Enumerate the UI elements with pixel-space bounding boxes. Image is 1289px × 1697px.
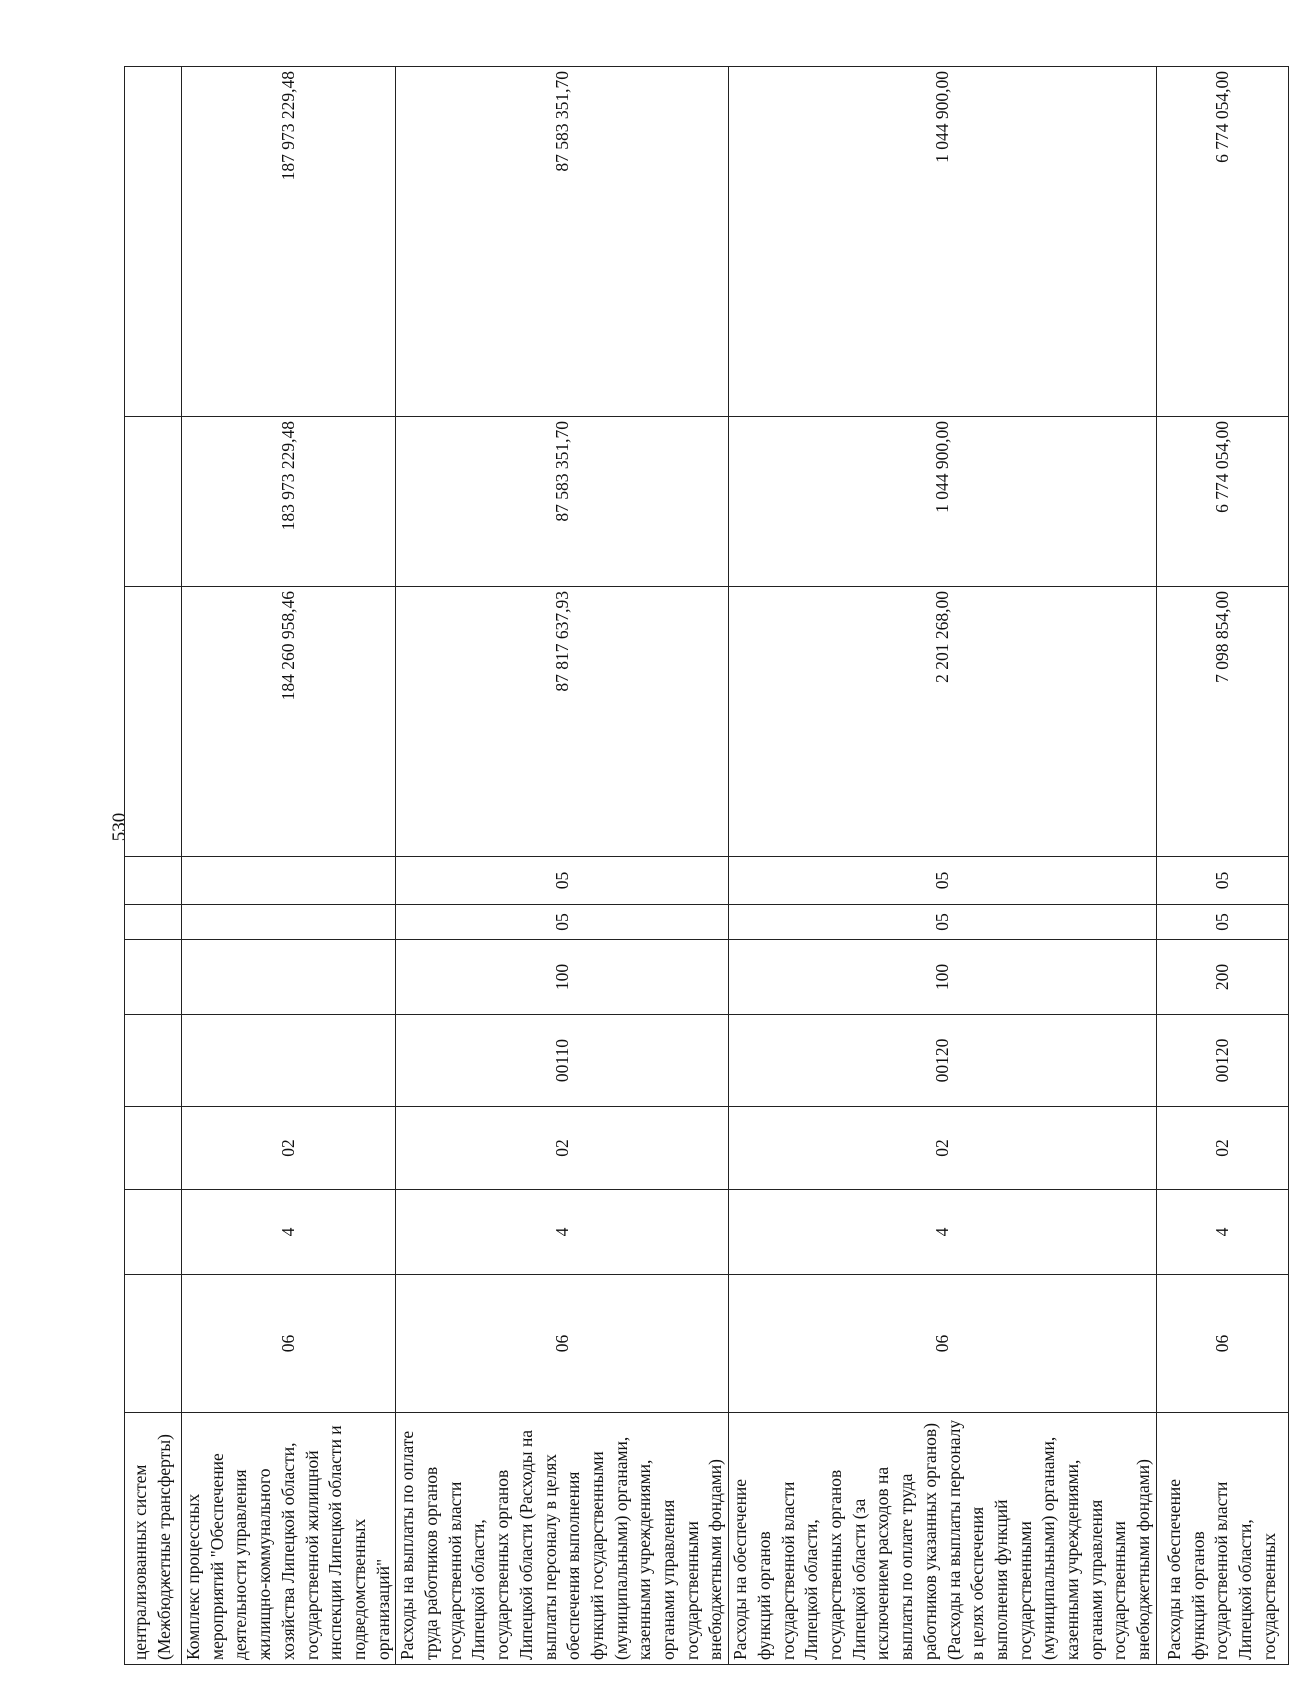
subdivision-code: 05 xyxy=(729,857,1157,905)
row-name: централизованных систем (Межбюджетные трансферты) xyxy=(125,1413,182,1665)
subprogram-code: 4 xyxy=(1156,1190,1288,1275)
section-code xyxy=(125,1107,182,1190)
target-article-code: 00120 xyxy=(729,1015,1157,1107)
table-row xyxy=(396,67,729,1665)
program-code: 06 xyxy=(729,1275,1157,1413)
division-code: 05 xyxy=(729,905,1157,940)
program-code: 06 xyxy=(396,1275,729,1413)
expense-type-code: 100 xyxy=(729,940,1157,1015)
section-code: 02 xyxy=(1156,1107,1288,1190)
amount-1 xyxy=(125,587,182,857)
subprogram-code xyxy=(125,1190,182,1275)
subprogram-code: 4 xyxy=(729,1190,1157,1275)
amount-2 xyxy=(125,417,182,587)
target-article-code: 00110 xyxy=(396,1015,729,1107)
subprogram-code: 4 xyxy=(396,1190,729,1275)
row-name: Расходы на обеспечение функций органов государственной власти Липецкой области, государственных xyxy=(1156,1413,1288,1665)
rotated-table-container xyxy=(124,67,1279,1665)
amount-1: 184 260 958,46 xyxy=(182,587,396,857)
page-number: 530 xyxy=(109,812,130,842)
table-row xyxy=(125,67,182,1665)
section-code: 02 xyxy=(729,1107,1157,1190)
subprogram-code: 4 xyxy=(182,1190,396,1275)
budget-table xyxy=(124,66,1289,1665)
target-article-code: 00120 xyxy=(1156,1015,1288,1107)
subdivision-code xyxy=(182,857,396,905)
amount-3: 1 044 900,00 xyxy=(729,67,1157,417)
amount-3: 6 774 054,00 xyxy=(1156,67,1288,417)
target-article-code xyxy=(125,1015,182,1107)
division-code xyxy=(182,905,396,940)
division-code: 05 xyxy=(1156,905,1288,940)
program-code: 06 xyxy=(1156,1275,1288,1413)
subdivision-code xyxy=(125,857,182,905)
expense-type-code xyxy=(182,940,396,1015)
amount-1: 2 201 268,00 xyxy=(729,587,1157,857)
expense-type-code: 100 xyxy=(396,940,729,1015)
row-name: Комплекс процессных мероприятий "Обеспечение деятельности управления жилищно-коммунального хозяйства Липецкой области, государственной жилищной инспекции Липецкой области и подведомственных организаций" xyxy=(182,1413,396,1665)
amount-2: 1 044 900,00 xyxy=(729,417,1157,587)
table-row xyxy=(729,67,1157,1665)
amount-2: 87 583 351,70 xyxy=(396,417,729,587)
expense-type-code: 200 xyxy=(1156,940,1288,1015)
table-row xyxy=(1156,67,1288,1665)
amount-3: 187 973 229,48 xyxy=(182,67,396,417)
section-code: 02 xyxy=(182,1107,396,1190)
row-name: Расходы на выплаты по оплате труда работников органов государственной власти Липецкой области, государственных органов Липецкой области (Расходы на выплаты персоналу в целях обеспечения выполнения функций государственными (муниципальными) органами, казенными учреждениями, органами управления государственными внебюджетными фондами) xyxy=(396,1413,729,1665)
amount-3 xyxy=(125,67,182,417)
division-code xyxy=(125,905,182,940)
division-code: 05 xyxy=(396,905,729,940)
amount-2: 6 774 054,00 xyxy=(1156,417,1288,587)
program-code: 06 xyxy=(182,1275,396,1413)
subdivision-code: 05 xyxy=(1156,857,1288,905)
subdivision-code: 05 xyxy=(396,857,729,905)
table-row xyxy=(182,67,396,1665)
section-code: 02 xyxy=(396,1107,729,1190)
amount-3: 87 583 351,70 xyxy=(396,67,729,417)
expense-type-code xyxy=(125,940,182,1015)
amount-1: 87 817 637,93 xyxy=(396,587,729,857)
target-article-code xyxy=(182,1015,396,1107)
amount-1: 7 098 854,00 xyxy=(1156,587,1288,857)
row-name: Расходы на обеспечение функций органов государственной власти Липецкой области, государственных органов Липецкой области (за исключением расходов на выплаты по оплате труда работников указанных органов) (Расходы на выплаты персоналу в целях обеспечения выполнения функций государственными (муниципальными) органами, казенными учреждениями, органами управления государственными внебюджетными фондами) xyxy=(729,1413,1157,1665)
program-code xyxy=(125,1275,182,1413)
amount-2: 183 973 229,48 xyxy=(182,417,396,587)
